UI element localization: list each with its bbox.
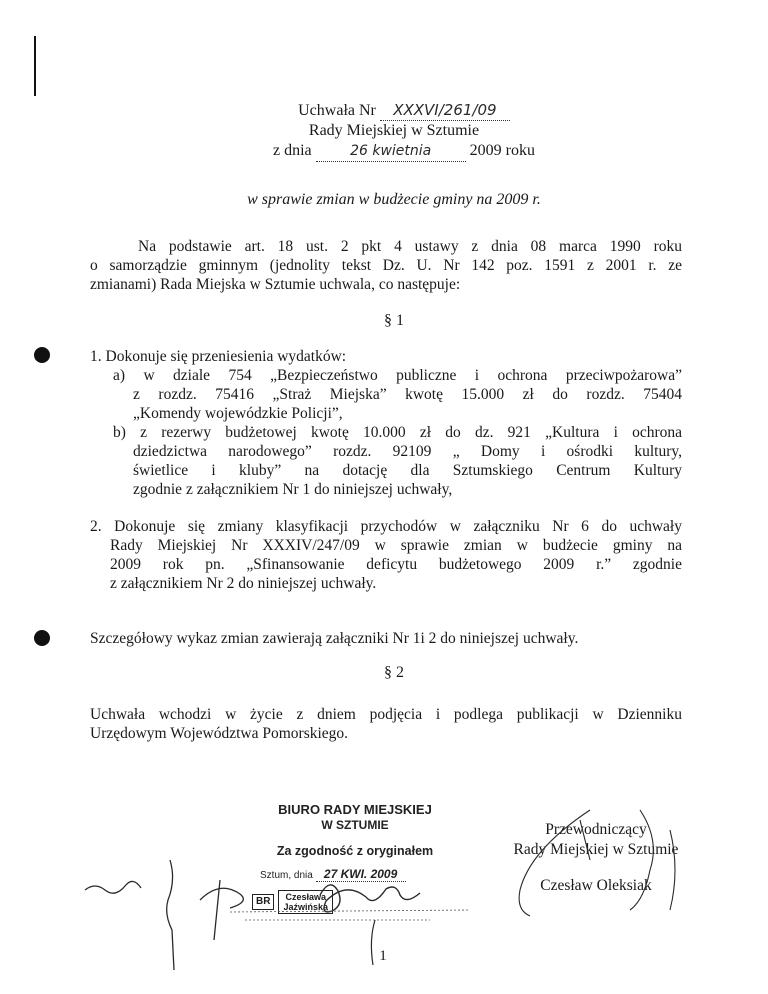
item-2-line: Rady Miejskiej Nr XXXIV/247/09 w sprawie zmian w budżecie gminy na (110, 537, 682, 554)
preamble (90, 237, 682, 294)
document-header (0, 100, 768, 162)
item-2-line: 2009 rok pn. „Sfinansowanie deficytu budżetowego 2009 r.” zgodnie (110, 556, 682, 573)
punch-hole-bottom (34, 630, 50, 646)
section-1-heading: § 1 (384, 312, 404, 329)
center-signature-scribble (320, 885, 420, 912)
section-1-item-1 (90, 347, 682, 366)
signature-underline (230, 910, 470, 920)
employee-stamp-badge: BR (252, 894, 274, 910)
handwritten-signatures (70, 850, 490, 970)
stamp-office-city: W SZTUMIE (321, 818, 389, 832)
punch-hole-top (34, 347, 50, 363)
section-1-item-2 (90, 517, 682, 593)
item-1a-line: „Komendy wojewódzkie Policji”, (133, 405, 343, 422)
item-2-line: 2. Dokonuje się zmiany klasyfikacji przychodów w załączniku Nr 6 do uchwały (90, 518, 682, 535)
item-1a-line: z rozdz. 75416 „Straż Miejska” kwotę 15.000 zł do rozdz. 75404 (133, 386, 682, 403)
section-2-text (90, 705, 682, 743)
stamp-office-name: BIURO RADY MIEJSKIEJ (278, 802, 432, 817)
details-statement: Szczegółowy wykaz zmian zawierają załączniki Nr 1i 2 do niniejszej uchwały. (90, 630, 579, 647)
margin-mark (34, 36, 36, 96)
chairman-name: Czesław Oleksiak (540, 877, 652, 894)
date-suffix: 2009 roku (469, 142, 535, 159)
resolution-date: 26 kwietnia (316, 141, 466, 162)
item-1b-line: świetlice i kluby” na dotację dla Sztumskiego Centrum Kultury (133, 462, 682, 479)
section-2-line: Uchwała wchodzi w życie z dniem podjęcia i podlega publikacji w Dzienniku (90, 706, 682, 723)
council-name: Rady Miejskiej w Sztumie (308, 122, 480, 139)
item-1-intro: 1. Dokonuje się przeniesienia wydatków: (90, 348, 347, 365)
chairman-signature-scribble (480, 800, 710, 920)
resolution-date-line (0, 141, 768, 162)
stamp-certification: Za zgodność z oryginałem (276, 844, 434, 858)
section-2-line: Urzędowym Województwa Pomorskiego. (90, 725, 349, 742)
employee-stamp-line2: Jaźwińska (283, 902, 328, 912)
section-1-item-1a (113, 366, 682, 423)
item-1b-line: zgodnie z załącznikiem Nr 1 do niniejszej uchwały, (133, 481, 453, 498)
chairman-title: Przewodniczący (545, 821, 647, 838)
item-2-line: z załącznikiem Nr 2 do niniejszej uchwały. (110, 575, 377, 592)
resolution-subject: w sprawie zmian w budżecie gminy na 2009 r. (247, 191, 541, 208)
resolution-number-line (0, 100, 768, 121)
resolution-number: XXXVI/261/09 (380, 100, 510, 121)
left-signature-scribble (85, 860, 243, 970)
page-number: 1 (379, 948, 387, 964)
employee-stamp-line1: Czesława (285, 892, 326, 902)
item-1b-line: b) z rezerwy budżetowej kwotę 10.000 zł do dz. 921 „Kultura i ochrona (113, 424, 682, 441)
resolution-prefix: Uchwała Nr (298, 102, 376, 119)
date-prefix: z dnia (273, 142, 312, 159)
preamble-line: zmianami) Rada Miejska w Sztumie uchwala, co następuje: (90, 276, 461, 293)
preamble-line: o samorządzie gminnym (jednolity tekst Dz. U. Nr 142 poz. 1591 z 2001 r. ze (90, 257, 682, 274)
preamble-line: Na podstawie art. 18 ust. 2 pkt 4 ustawy z dnia 08 marca 1990 roku (138, 238, 682, 255)
item-1a-line: a) w dziale 754 „Bezpieczeństwo publiczne i ochrona przeciwpożarowa” (113, 367, 682, 384)
section-1-item-1b (113, 423, 682, 499)
stamp-date-label: Sztum, dnia (260, 870, 313, 881)
stamp-date-value: 27 KWI. 2009 (316, 867, 406, 882)
chairman-council: Rady Miejskiej w Sztumie (513, 841, 679, 858)
section-2-heading: § 2 (384, 664, 404, 681)
item-1b-line: dziedzictwa narodowego” rozdz. 92109 „ Domy i ośrodki kultury, (133, 443, 682, 460)
